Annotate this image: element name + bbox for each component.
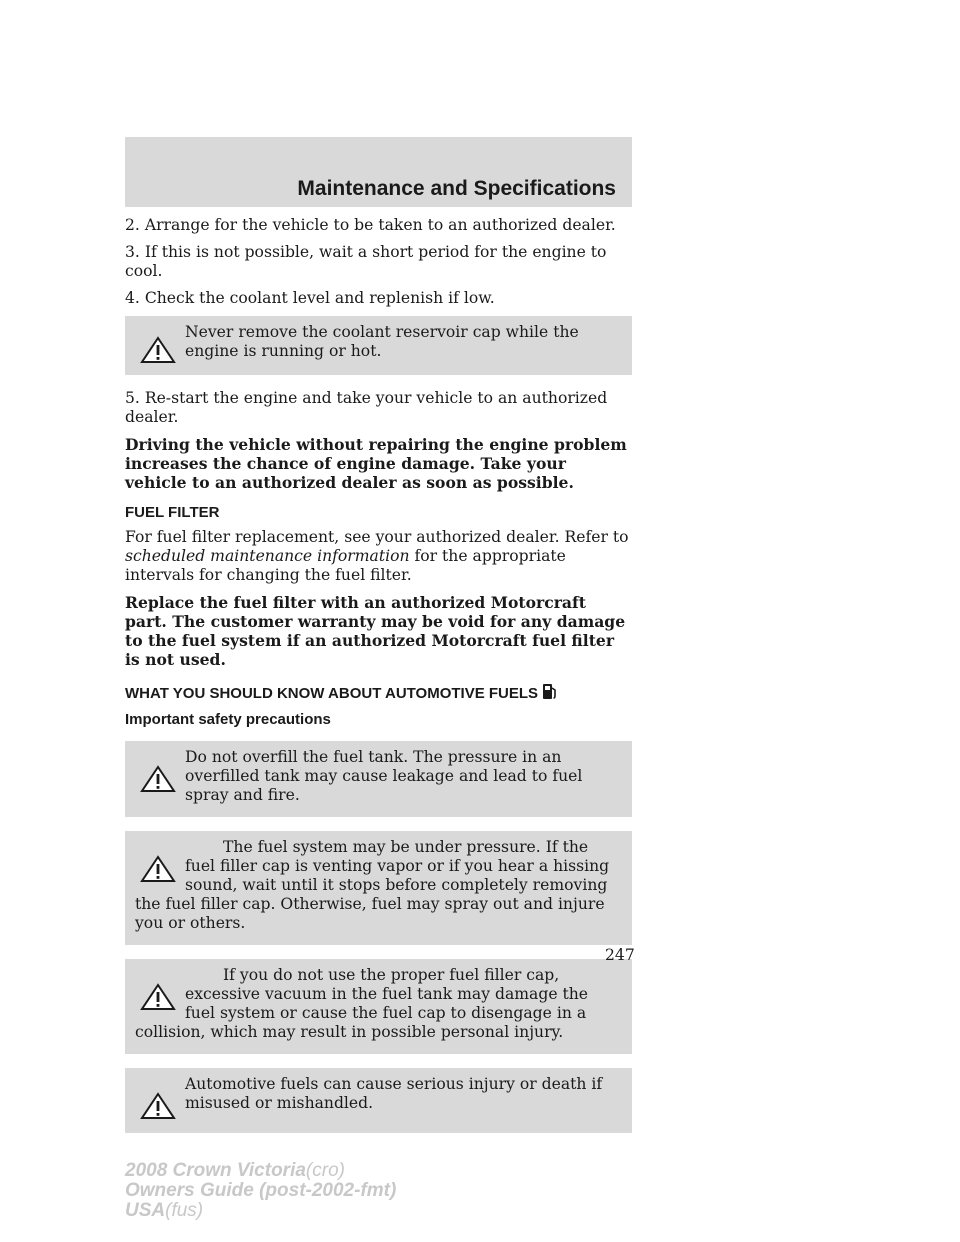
page-number: 247 — [605, 946, 635, 964]
step-4: 4. Check the coolant level and replenish if low. — [125, 289, 495, 307]
warning-text: The fuel system may be under pressure. If the fuel filler cap is venting vapor or if you hear a hissing sound, wait until it stops before completely removing the fuel filler cap. Otherwise, fuel may spray out and injure you or others. — [135, 838, 610, 932]
section-title: Maintenance and Specifications — [297, 177, 616, 200]
warning-triangle-icon — [139, 982, 177, 1012]
fuel-filter-note: Replace the fuel filter with an authorized Motorcraft part. The customer warranty may be void for any damage to the fuel system if an authorized Motorcraft fuel filter is not used. — [125, 593, 626, 669]
fuels-heading: WHAT YOU SHOULD KNOW ABOUT AUTOMOTIVE FUELS — [125, 683, 632, 703]
warning-text: Never remove the coolant reservoir cap while the engine is running or hot. — [185, 323, 579, 360]
maintenance-reference: scheduled maintenance information — [125, 547, 410, 565]
safety-precautions-subheading: Important safety precautions — [125, 711, 331, 728]
warning-triangle-icon — [139, 854, 177, 884]
page-content — [125, 216, 632, 1147]
warning-box-filler-cap — [125, 959, 632, 1054]
document-footer: 2008 Crown Victoria(cro) Owners Guide (post-2002-fmt) USA(fus) — [125, 1160, 397, 1221]
warning-text: Automotive fuels can cause serious injury or death if misused or mishandled. — [185, 1075, 603, 1112]
warning-box-coolant — [125, 316, 632, 375]
fuel-filter-text: For fuel filter replacement, see your authorized dealer. Refer to scheduled maintenance information for the appropriate intervals for changing the fuel filter. — [125, 528, 629, 584]
step-2: 2. Arrange for the vehicle to be taken to an authorized dealer. — [125, 216, 616, 234]
step-5: 5. Re-start the engine and take your vehicle to an authorized dealer. — [125, 389, 608, 426]
warning-box-overfill — [125, 741, 632, 817]
step-3: 3. If this is not possible, wait a short period for the engine to cool. — [125, 243, 607, 280]
warning-box-fuel-hazard — [125, 1068, 632, 1133]
section-header-band — [125, 137, 632, 207]
warning-text: If you do not use the proper fuel filler cap, excessive vacuum in the fuel tank may damage the fuel system or cause the fuel cap to disengage in a collision, which may result in possible personal injury. — [135, 966, 589, 1041]
warning-triangle-icon — [139, 335, 177, 365]
fuel-pump-icon — [542, 683, 557, 700]
warning-text: Do not overfill the fuel tank. The pressure in an overfilled tank may cause leakage and lead to fuel spray and fire. — [185, 748, 583, 804]
warning-triangle-icon — [139, 764, 177, 794]
warning-triangle-icon — [139, 1091, 177, 1121]
fuel-filter-heading: FUEL FILTER — [125, 504, 220, 521]
engine-damage-note: Driving the vehicle without repairing the engine problem increases the chance of engine damage. Take your vehicle to an authorized dealer as soon as possible. — [125, 435, 627, 492]
warning-box-pressure — [125, 831, 632, 945]
